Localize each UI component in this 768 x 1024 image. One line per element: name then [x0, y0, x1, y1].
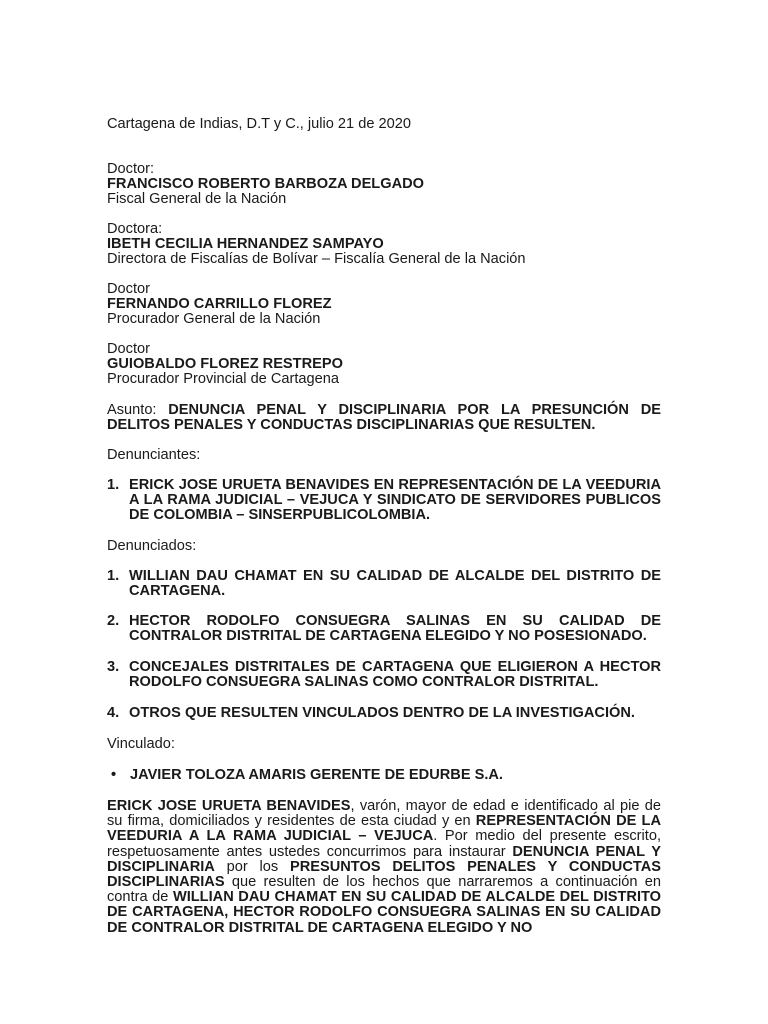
- recipient-role: Fiscal General de la Nación: [107, 191, 287, 208]
- recipient-role: Directora de Fiscalías de Bolívar – Fiscalía General de la Nación: [107, 251, 526, 268]
- body-bold-accused: WILLIAN DAU CHAMAT EN SU CALIDAD DE ALCALDE DEL DISTRITO DE CARTAGENA, HECTOR RODOLFO CONSUEGRA SALINAS EN SU CALIDAD DE CONTRALOR DISTRITAL DE CARTAGENA ELEGIDO Y NO: [107, 889, 662, 936]
- recipient-1: [107, 162, 661, 208]
- recipient-name: FRANCISCO ROBERTO BARBOZA DELGADO: [107, 176, 425, 193]
- asunto: [107, 403, 661, 433]
- body-text: . Por medio del presente escrito, respetuosamente antes ustedes concurrimos para instaurar: [107, 828, 662, 860]
- date-line: Cartagena de Indias, D.T y C., julio 21 de 2020: [107, 116, 411, 132]
- body-text: por los: [214, 858, 290, 875]
- list-item: [107, 478, 661, 524]
- denunciados-list-4: [107, 706, 661, 721]
- denunciados-list-2: [107, 614, 661, 644]
- list-text: HECTOR RODOLFO CONSUEGRA SALINAS EN SU CALIDAD DE CONTRALOR DISTRITAL DE CARTAGENA ELEGIDO Y NO POSESIONADO.: [129, 613, 661, 645]
- list-text: ERICK JOSE URUETA BENAVIDES EN REPRESENTACIÓN DE LA VEEDURIA A LA RAMA JUDICIAL – VEJUCA Y SINDICATO DE SERVIDORES PUBLICOS DE COLOMBIA – SINSERPUBLICOLOMBIA.: [129, 477, 661, 524]
- asunto-text: DENUNCIA PENAL Y DISCIPLINARIA POR LA PRESUNCIÓN DE DELITOS PENALES Y CONDUCTAS DISCIPLINARIAS QUE RESULTEN.: [107, 402, 661, 434]
- body-bold-delitos: PRESUNTOS DELITOS PENALES Y CONDUCTAS DISCIPLINARIAS: [107, 858, 661, 891]
- recipient-name: FERNANDO CARRILLO FLOREZ: [107, 296, 332, 313]
- body-paragraph: [107, 799, 661, 936]
- denunciados-list: [107, 569, 661, 599]
- vinculado-text: JAVIER TOLOZA AMARIS GERENTE DE EDURBE S.A.: [130, 767, 503, 783]
- recipient-role: Procurador Provincial de Cartagena: [107, 371, 340, 388]
- body-bold-name: ERICK JOSE URUETA BENAVIDES: [107, 798, 351, 814]
- recipient-salutation: Doctora:: [107, 221, 163, 237]
- list-number: 4.: [107, 705, 120, 721]
- denunciantes-list: [107, 478, 661, 524]
- list-item: [107, 660, 661, 690]
- list-number: 3.: [107, 659, 120, 675]
- recipient-name: GUIOBALDO FLOREZ RESTREPO: [107, 356, 343, 373]
- list-text: CONCEJALES DISTRITALES DE CARTAGENA QUE ELIGIERON A HECTOR RODOLFO CONSUEGRA SALINAS COMO CONTRALOR DISTRITAL.: [129, 659, 661, 691]
- recipient-salutation: Doctor: [107, 281, 150, 297]
- recipient-salutation: Doctor:: [107, 161, 155, 177]
- denunciados-list-3: [107, 660, 661, 690]
- vinculado-label: Vinculado:: [107, 736, 175, 752]
- list-text: WILLIAN DAU CHAMAT EN SU CALIDAD DE ALCALDE DEL DISTRITO DE CARTAGENA.: [129, 568, 661, 600]
- body-bold-representation: REPRESENTACIÓN DE LA VEEDURIA A LA RAMA JUDICIAL – VEJUCA: [107, 813, 661, 845]
- list-item: [107, 706, 661, 721]
- denunciados-label: Denunciados:: [107, 538, 197, 554]
- list-text: OTROS QUE RESULTEN VINCULADOS DENTRO DE LA INVESTIGACIÓN.: [129, 705, 635, 721]
- bullet-icon: •: [111, 767, 117, 783]
- denunciantes-label: Denunciantes:: [107, 447, 201, 463]
- list-number: 1.: [107, 477, 120, 493]
- list-number: 1.: [107, 568, 120, 584]
- recipient-3: [107, 282, 661, 328]
- body-text: que resulten de los hechos que narraremos a continuación en contra de: [107, 874, 661, 906]
- list-item: [107, 569, 661, 599]
- recipient-role: Procurador General de la Nación: [107, 311, 321, 328]
- recipient-name: IBETH CECILIA HERNANDEZ SAMPAYO: [107, 236, 384, 253]
- list-number: 2.: [107, 613, 120, 629]
- recipient-salutation: Doctor: [107, 341, 150, 357]
- asunto-label: Asunto:: [107, 402, 169, 418]
- body-text: , varón, mayor de edad e identificado al pie de su firma, domiciliados y residentes de esta ciudad y en: [107, 798, 661, 830]
- recipient-2: [107, 222, 661, 268]
- list-item: [107, 614, 661, 644]
- body-bold-denuncia: DENUNCIA PENAL Y DISCIPLINARIA: [107, 843, 661, 875]
- recipient-4: [107, 342, 661, 388]
